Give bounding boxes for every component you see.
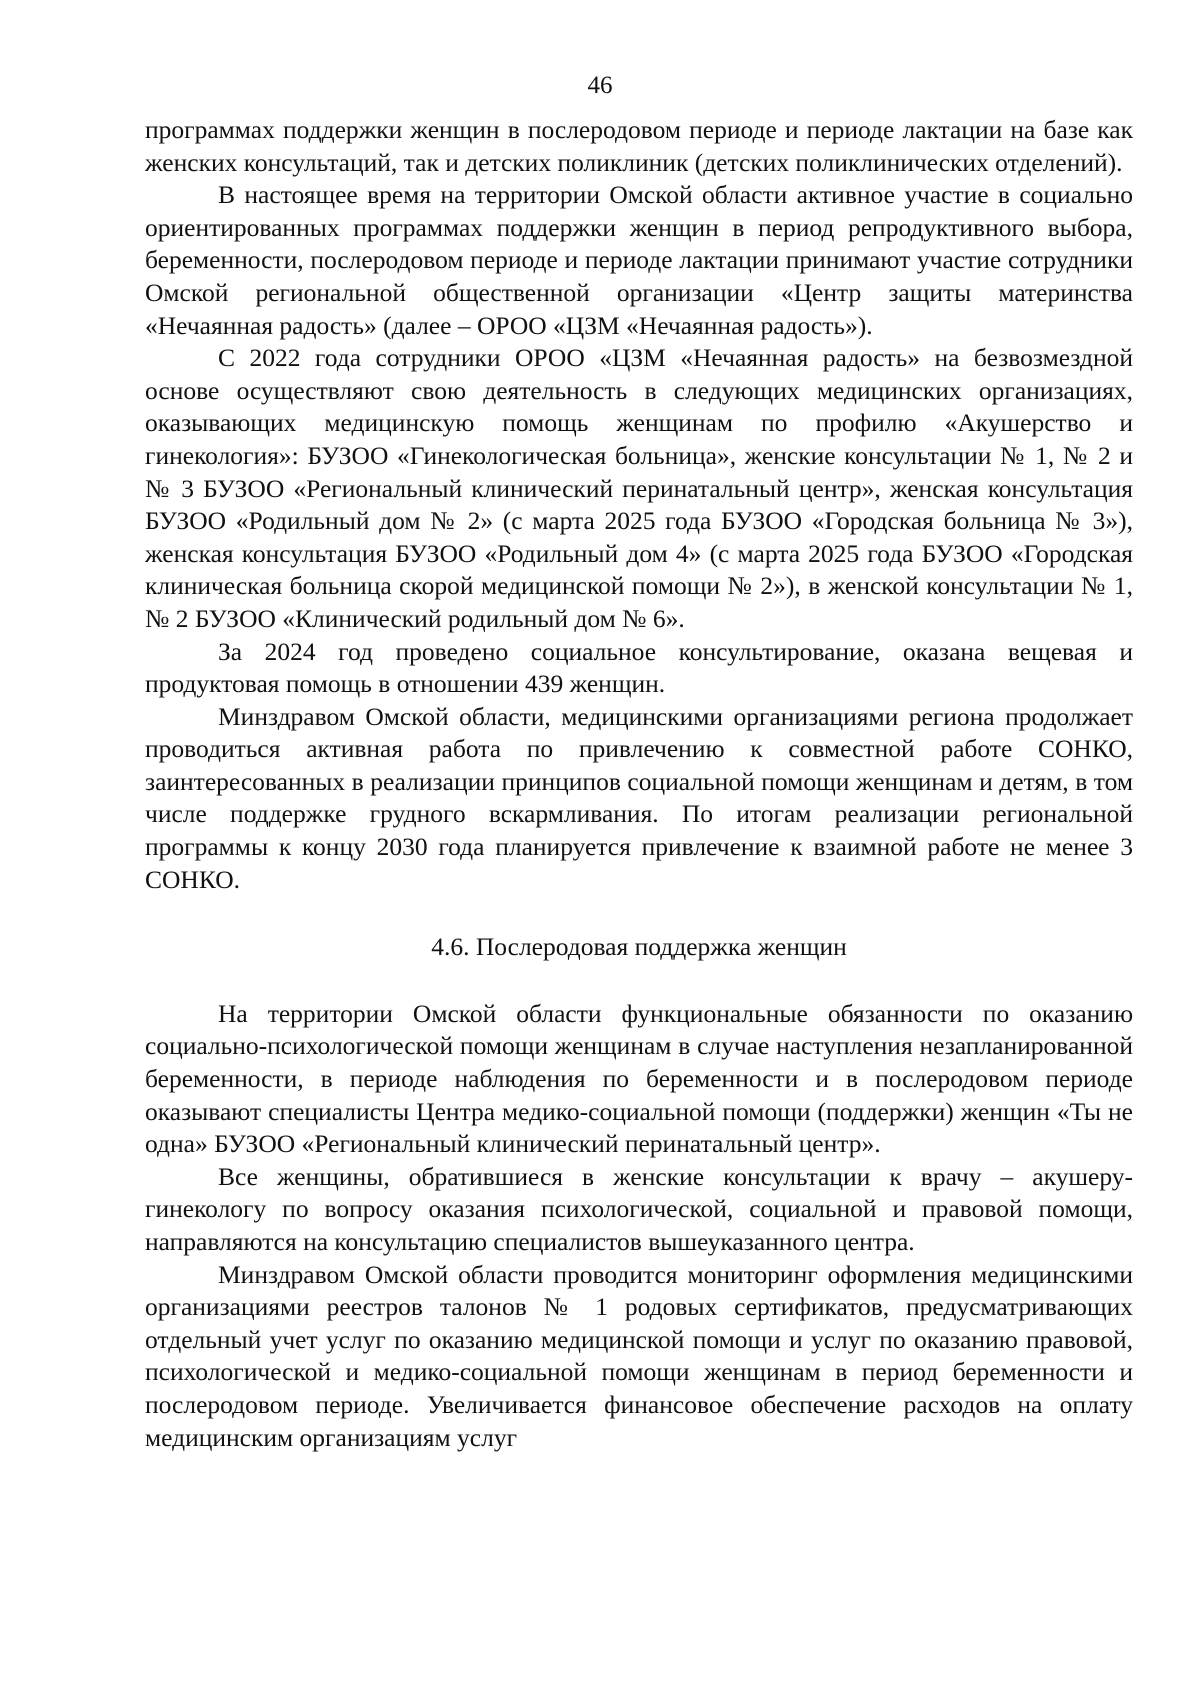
paragraph: Минздравом Омской области проводится мониторинг оформления медицинскими организациями реестров талонов № 1 родовых сертификатов, предусматривающих отдельный учет услуг по оказанию медицинской помощи и услуг по оказанию правовой, психологической и медико-социальной помощи женщинам в период беременности и послеродовом периоде. Увеличивается финансовое обеспечение расходов на оплату медицинским организациям услуг <box>145 1259 1133 1452</box>
section-heading: 4.6. Послеродовая поддержка женщин <box>431 932 847 962</box>
paragraph: На территории Омской области функциональные обязанности по оказанию социально-психологической помощи женщинам в случае наступления незапланированной беременности, в периоде наблюдения по беременности и в послеродовом периоде оказывают специалисты Центра медико-социальной помощи (поддержки) женщин «Ты не одна» БУЗОО «Региональный клинический перинатальный центр». <box>145 998 1133 1159</box>
paragraph: С 2022 года сотрудники ОРОО «ЦЗМ «Нечаянная радость» на безвозмездной основе осуществляют свою деятельность в следующих медицинских организациях, оказывающих медицинскую помощь женщинам по профилю «Акушерство и гинекология»: БУЗОО «Гинекологическая больница», женские консультации № 1, № 2 и № 3 БУЗОО «Региональный клинический перинатальный центр», женская консультация БУЗОО «Родильный дом № 2» (с марта 2025 года БУЗОО «Городская больница № 3»), женская консультация БУЗОО «Родильный дом 4» (с марта 2025 года БУЗОО «Городская клиническая больница скорой медицинской помощи № 2»), в женской консультации № 1, № 2 БУЗОО «Клинический родильный дом № 6». <box>145 343 1133 633</box>
page-number: 46 <box>587 72 613 99</box>
paragraph: В настоящее время на территории Омской области активное участие в социально ориентированных программах поддержки женщин в период репродуктивного выбора, беременности, послеродовом периоде и периоде лактации принимают участие сотрудники Омской региональной общественной организации «Центр защиты материнства «Нечаянная радость» (далее – ОРОО «ЦЗМ «Нечаянная радость»). <box>145 180 1133 340</box>
document-body <box>145 114 1133 1454</box>
paragraph: Минздравом Омской области, медицинскими организациями региона продолжает проводиться активная работа по привлечению к совместной работе СОНКО, заинтересованных в реализации принципов социальной помощи женщинам и детям, в том числе поддержке грудного вскармливания. По итогам реализации региональной программы к концу 2030 года планируется привлечение к взаимной работе не менее 3 СОНКО. <box>145 701 1133 894</box>
paragraph: программах поддержки женщин в послеродовом периоде и периоде лактации на базе как женских консультаций, так и детских поликлиник (детских поликлинических отделений). <box>145 115 1133 177</box>
paragraph: За 2024 год проведено социальное консультирование, оказана вещевая и продуктовая помощь в отношении 439 женщин. <box>145 636 1133 699</box>
paragraph: Все женщины, обратившиеся в женские консультации к врачу – акушеру-гинекологу по вопросу оказания психологической, социальной и правовой помощи, направляются на консультацию специалистов вышеуказанного центра. <box>145 1161 1133 1256</box>
